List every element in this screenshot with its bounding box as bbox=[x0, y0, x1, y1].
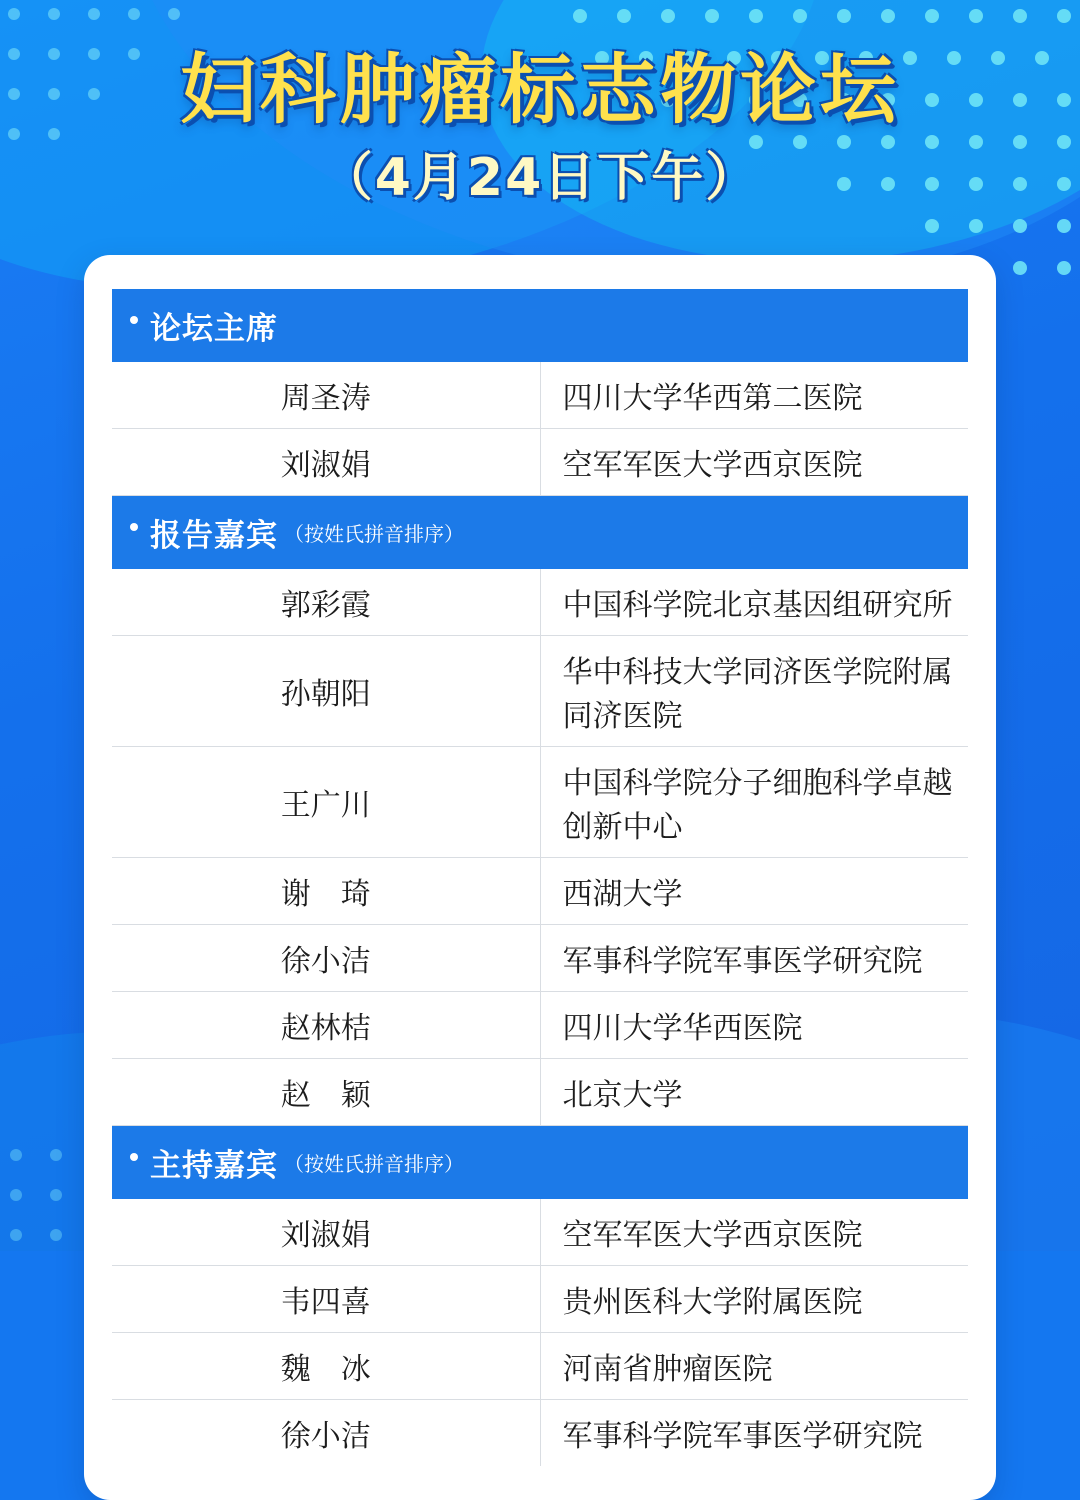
table-row bbox=[112, 428, 968, 495]
guest-name: 刘淑娟 bbox=[112, 428, 540, 495]
guest-name: 郭彩霞 bbox=[112, 569, 540, 636]
guest-affiliation: 贵州医科大学附属医院 bbox=[540, 1265, 968, 1332]
table-row bbox=[112, 1399, 968, 1466]
section-header-row bbox=[112, 1125, 968, 1199]
guest-affiliation: 军事科学院军事医学研究院 bbox=[562, 1418, 923, 1454]
table-row bbox=[112, 1058, 968, 1125]
guest-name: 韦四喜 bbox=[112, 1265, 540, 1332]
table-row bbox=[112, 1199, 968, 1266]
table-row bbox=[112, 1265, 968, 1332]
guest-affiliation: 中国科学院北京基因组研究所 bbox=[540, 569, 968, 636]
guest-name: 刘淑娟 bbox=[112, 1199, 540, 1266]
guest-name: 谢 琦 bbox=[112, 857, 540, 924]
section-header-chairs bbox=[112, 289, 968, 362]
section-label: 报告嘉宾 bbox=[150, 517, 278, 554]
section-header-row bbox=[112, 289, 968, 362]
section-note: （按姓氏拼音排序） bbox=[284, 521, 464, 546]
bullet-icon bbox=[130, 316, 138, 324]
guest-affiliation: 中国科学院分子细胞科学卓越创新中心 bbox=[540, 746, 968, 857]
page-title: 妇科肿瘤标志物论坛 bbox=[180, 45, 900, 134]
section-label: 主持嘉宾 bbox=[150, 1147, 278, 1184]
guest-name: 徐小洁 bbox=[112, 1399, 540, 1466]
section-header-speakers bbox=[112, 495, 968, 569]
guest-affiliation: 军事科学院军事医学研究院 bbox=[540, 924, 968, 991]
table-row bbox=[112, 362, 968, 429]
guest-affiliation: 空军军医大学西京医院 bbox=[540, 1199, 968, 1266]
section-header-row bbox=[112, 495, 968, 569]
bullet-icon bbox=[130, 523, 138, 531]
guest-name: 赵林桔 bbox=[112, 991, 540, 1058]
guest-affiliation: 西湖大学 bbox=[540, 857, 968, 924]
table-row bbox=[112, 569, 968, 636]
guest-affiliation: 四川大学华西第二医院 bbox=[540, 362, 968, 429]
section-label: 论坛主席 bbox=[150, 310, 278, 347]
bullet-icon bbox=[130, 1153, 138, 1161]
guest-name: 周圣涛 bbox=[112, 362, 540, 429]
page-subtitle: （4月24日下午） bbox=[320, 147, 760, 208]
section-note: （按姓氏拼音排序） bbox=[284, 1151, 464, 1176]
guest-name: 孙朝阳 bbox=[112, 635, 540, 746]
table-row bbox=[112, 1332, 968, 1399]
agenda-table bbox=[112, 289, 968, 1466]
guest-affiliation: 华中科技大学同济医学院附属同济医院 bbox=[540, 635, 968, 746]
table-row bbox=[112, 991, 968, 1058]
guest-name: 王广川 bbox=[112, 746, 540, 857]
guest-affiliation: 四川大学华西医院 bbox=[540, 991, 968, 1058]
guest-affiliation: 空军军医大学西京医院 bbox=[540, 428, 968, 495]
guest-name: 徐小洁 bbox=[112, 924, 540, 991]
table-row bbox=[112, 924, 968, 991]
guest-name: 赵 颖 bbox=[112, 1058, 540, 1125]
agenda-card bbox=[84, 255, 996, 1500]
table-row bbox=[112, 635, 968, 746]
guest-name: 魏 冰 bbox=[112, 1332, 540, 1399]
guest-affiliation: 北京大学 bbox=[540, 1058, 968, 1125]
page-header bbox=[0, 0, 1080, 207]
guest-affiliation: 河南省肿瘤医院 bbox=[540, 1332, 968, 1399]
table-row bbox=[112, 746, 968, 857]
table-row bbox=[112, 857, 968, 924]
section-header-moderators bbox=[112, 1125, 968, 1199]
